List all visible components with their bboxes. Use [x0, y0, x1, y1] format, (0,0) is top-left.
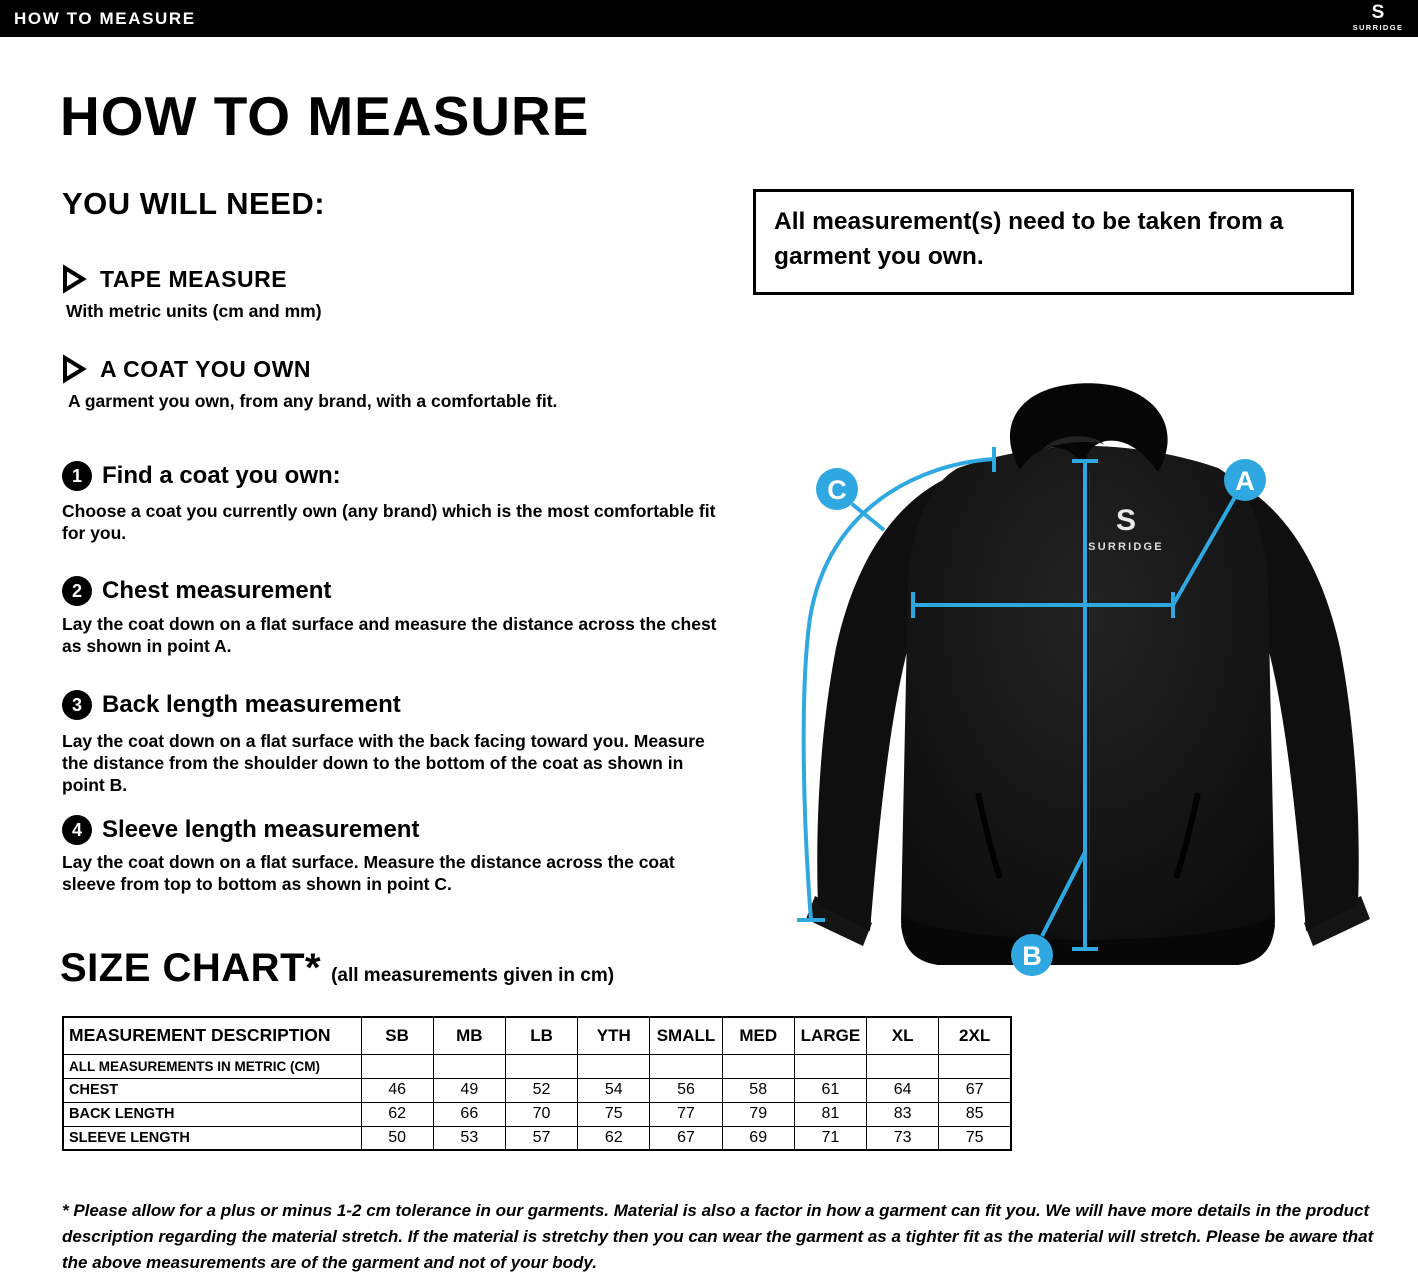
- cell-value: 85: [939, 1102, 1011, 1126]
- point-a-label: A: [1235, 466, 1255, 496]
- need-item-tape-measure: [60, 264, 287, 294]
- cell-value: 46: [361, 1078, 433, 1102]
- need-item-title: TAPE MEASURE: [100, 265, 288, 292]
- empty-cell: [505, 1054, 577, 1078]
- cell-value: 64: [867, 1078, 939, 1102]
- page-title: HOW TO MEASURE: [60, 85, 590, 147]
- column-header: MEASUREMENT DESCRIPTION: [63, 1017, 361, 1054]
- cell-value: 56: [650, 1078, 722, 1102]
- empty-cell: [794, 1054, 866, 1078]
- top-bar-title: HOW TO MEASURE: [14, 8, 196, 28]
- surridge-logo-icon: [1348, 1, 1408, 36]
- size-chart-subtitle: (all measurements given in cm): [331, 965, 615, 986]
- cell-value: 54: [578, 1078, 650, 1102]
- point-c-label: C: [827, 475, 847, 505]
- you-will-need-title: YOU WILL NEED:: [62, 186, 326, 221]
- step-1-desc: Choose a coat you currently own (any brand) which is the most comfortable fit for you.: [62, 501, 716, 543]
- empty-cell: [939, 1054, 1011, 1078]
- cell-value: 79: [722, 1102, 794, 1126]
- step-4-header: [62, 815, 419, 845]
- cell-value: 67: [939, 1078, 1011, 1102]
- jacket-chest-logo-mark: S: [1115, 504, 1137, 537]
- table-row: [63, 1054, 1011, 1078]
- measurement-note-text: All measurement(s) need to be taken from a garment you own.: [774, 208, 1284, 270]
- cell-value: 75: [578, 1102, 650, 1126]
- table-row: [63, 1102, 1011, 1126]
- need-item-desc: With metric units (cm and mm): [66, 301, 322, 321]
- cell-value: 61: [794, 1078, 866, 1102]
- column-header: XL: [867, 1017, 939, 1054]
- step-2-desc: Lay the coat down on a flat surface and measure the distance across the chest as shown in point A.: [62, 614, 717, 656]
- step-title: Sleeve length measurement: [102, 816, 420, 843]
- need-item-desc: A garment you own, from any brand, with a comfortable fit.: [68, 391, 558, 411]
- cell-value: 81: [794, 1102, 866, 1126]
- column-header: LARGE: [794, 1017, 866, 1054]
- triangle-bullet-icon: [60, 354, 88, 384]
- empty-cell: [650, 1054, 722, 1078]
- column-header: MED: [722, 1017, 794, 1054]
- column-header: MB: [433, 1017, 505, 1054]
- step-title: Find a coat you own:: [102, 462, 341, 489]
- empty-cell: [722, 1054, 794, 1078]
- column-header: 2XL: [939, 1017, 1011, 1054]
- measurement-note-box: [753, 189, 1354, 295]
- jacket-chest-logo-text: SURRIDGE: [1088, 541, 1164, 553]
- step-number-badge: 1: [62, 461, 92, 491]
- cell-value: 52: [505, 1078, 577, 1102]
- need-item-title: A COAT YOU OWN: [100, 355, 312, 382]
- tolerance-footnote: * Please allow for a plus or minus 1-2 cm tolerance in our garments. Material is also a factor in how a garment can fit you. We will have more details in the product description regarding the material stretch. If the material is stretchy then you can wear the garment as a tighter fit as the material will stretch. Please be aware that the above measurements are of the garment and not of your body.: [62, 1201, 1374, 1272]
- size-chart-title: SIZE CHART*: [60, 946, 322, 990]
- cell-value: 71: [794, 1126, 866, 1150]
- empty-cell: [578, 1054, 650, 1078]
- size-chart-table: [62, 1016, 1012, 1151]
- cell-value: 83: [867, 1102, 939, 1126]
- row-label: BACK LENGTH: [63, 1102, 361, 1126]
- need-item-coat: [60, 354, 311, 384]
- cell-value: 53: [433, 1126, 505, 1150]
- metric-row-label: ALL MEASUREMENTS IN METRIC (CM): [63, 1054, 361, 1078]
- step-2-header: [62, 576, 331, 606]
- step-3-header: [62, 690, 401, 720]
- column-header: SB: [361, 1017, 433, 1054]
- empty-cell: [361, 1054, 433, 1078]
- column-header: YTH: [578, 1017, 650, 1054]
- column-header: SMALL: [650, 1017, 722, 1054]
- table-row: [63, 1126, 1011, 1150]
- cell-value: 77: [650, 1102, 722, 1126]
- cell-value: 73: [867, 1126, 939, 1150]
- step-number-badge: 3: [62, 690, 92, 720]
- step-title: Chest measurement: [102, 577, 332, 604]
- surridge-logo-mark: S: [1371, 2, 1385, 23]
- cell-value: 50: [361, 1126, 433, 1150]
- top-bar: [0, 0, 1418, 37]
- step-number-badge: 4: [62, 815, 92, 845]
- cell-value: 62: [361, 1102, 433, 1126]
- size-chart-header: [60, 946, 614, 991]
- cell-value: 67: [650, 1126, 722, 1150]
- cell-value: 66: [433, 1102, 505, 1126]
- step-number-badge: 2: [62, 576, 92, 606]
- step-title: Back length measurement: [102, 691, 401, 718]
- cell-value: 70: [505, 1102, 577, 1126]
- step-1-header: [62, 461, 341, 491]
- cell-value: 58: [722, 1078, 794, 1102]
- step-4-desc: Lay the coat down on a flat surface. Measure the distance across the coat sleeve from top to bottom as shown in point C.: [62, 852, 675, 894]
- surridge-logo-text: SURRIDGE: [1352, 23, 1404, 32]
- cell-value: 62: [578, 1126, 650, 1150]
- cell-value: 69: [722, 1126, 794, 1150]
- row-label: CHEST: [63, 1078, 361, 1102]
- triangle-bullet-icon: [60, 264, 88, 294]
- table-row: [63, 1078, 1011, 1102]
- empty-cell: [433, 1054, 505, 1078]
- size-chart-header-row: [63, 1017, 1011, 1054]
- point-b-label: B: [1022, 941, 1042, 971]
- cell-value: 75: [939, 1126, 1011, 1150]
- cell-value: 49: [433, 1078, 505, 1102]
- step-3-desc: Lay the coat down on a flat surface with the back facing toward you. Measure the distance from the shoulder down to the bottom of the coat as shown in point B.: [62, 731, 705, 795]
- empty-cell: [867, 1054, 939, 1078]
- jacket-measurement-diagram: [758, 378, 1418, 998]
- cell-value: 57: [505, 1126, 577, 1150]
- column-header: LB: [505, 1017, 577, 1054]
- row-label: SLEEVE LENGTH: [63, 1126, 361, 1150]
